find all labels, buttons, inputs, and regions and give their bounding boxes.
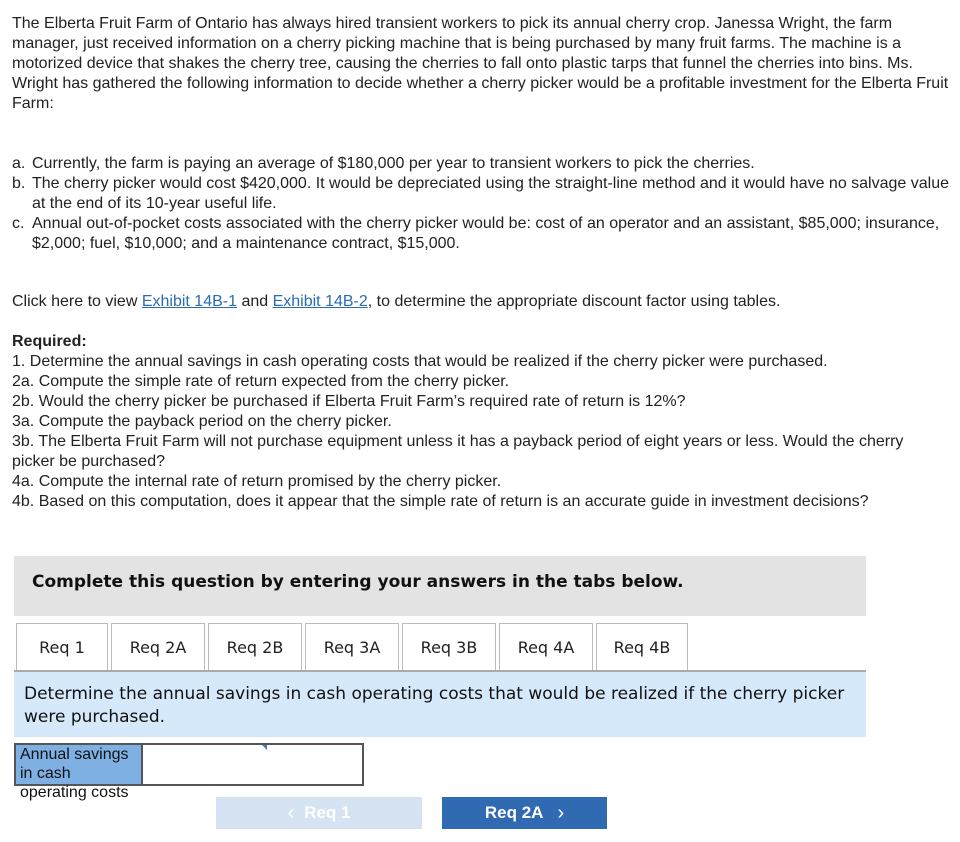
next-req-button[interactable] [442,797,607,829]
tab-req-4a[interactable]: Req 4A [499,623,593,671]
tab-req-2b[interactable]: Req 2B [208,623,302,671]
prev-req-label: Req 1 [304,803,351,822]
fact-letter: c. [12,215,25,232]
fact-text: The cherry picker would cost $420,000. It would be depreciated using the straight-line method and it would have no salvage value at the end of its 10-year useful life. [32,175,949,212]
fact-item [12,154,952,174]
next-req-label: Req 2A [484,803,544,822]
required-item: 3a. Compute the payback period on the cherry picker. [12,413,392,430]
required-item: 1. Determine the annual savings in cash operating costs that would be realized if the cherry picker were purchased. [12,353,828,370]
chevron-right-icon: › [557,801,565,824]
required-item: 2a. Compute the simple rate of return expected from the cherry picker. [12,373,510,390]
exhibit-14b-2-link[interactable]: Exhibit 14B-2 [272,293,368,310]
instructions-banner [14,556,866,616]
fact-letter: b. [12,175,26,192]
tab-req-3b[interactable]: Req 3B [402,623,496,671]
fact-item [12,174,952,214]
exhibit-suffix: , to determine the appropriate discount factor using tables. [367,293,781,310]
required-heading: Required: [12,333,87,350]
tab-req-3a[interactable]: Req 3A [305,623,399,671]
fact-text: Annual out-of-pocket costs associated with the cherry picker would be: cost of an operator and an assistant, $85,000; insurance, $2,000; fuel, $10,000; and a maintenance contract, $15,000. [32,215,940,252]
tab-req-4b[interactable]: Req 4B [596,623,688,671]
fact-letter: a. [12,155,26,172]
annual-savings-input[interactable] [143,745,362,784]
facts-list [12,154,952,254]
chevron-left-icon: ‹ [287,801,295,824]
required-section [12,332,950,512]
tab-req-1[interactable]: Req 1 [16,623,108,671]
tab-panel-instruction: Determine the annual savings in cash operating costs that would be realized if the cherry picker were purchased. [14,672,866,737]
fact-text: Currently, the farm is paying an average of $180,000 per year to transient workers to pick the cherries. [32,155,755,172]
required-item: 4a. Compute the internal rate of return promised by the cherry picker. [12,473,502,490]
cell-corner-marker [262,745,267,750]
banner-text: Complete this question by entering your answers in the tabs below. [32,572,684,592]
annual-savings-label: Annual savings in cash operating costs [16,745,143,784]
exhibit-instruction [12,292,780,312]
required-item: 4b. Based on this computation, does it appear that the simple rate of return is an accurate guide in investment decisions? [12,493,869,510]
tab-req-2a[interactable]: Req 2A [111,623,205,671]
problem-intro: The Elberta Fruit Farm of Ontario has always hired transient workers to pick its annual cherry crop. Janessa Wright, the farm manager, just received information on a cherry picking machine that is being purchased by many fruit farms. The machine is a motorized device that shakes the cherry tree, causing the cherries to fall onto plastic tarps that funnel the cherries into bins. Ms. Wright has gathered the following information to decide whether a cherry picker would be a profitable investment for the Elberta Fruit Farm: [12,15,949,112]
requirement-tabs [16,623,691,671]
prev-req-button[interactable] [216,797,422,829]
required-item: 2b. Would the cherry picker be purchased if Elberta Fruit Farm’s required rate of return is 12%? [12,393,686,410]
required-item: 3b. The Elberta Fruit Farm will not purchase equipment unless it has a payback period of eight years or less. Would the cherry picker be purchased? [12,433,904,470]
answer-entry-row [14,743,364,801]
exhibit-middle: and [237,293,273,310]
exhibit-14b-1-link[interactable]: Exhibit 14B-1 [141,293,237,310]
fact-item [12,214,952,254]
exhibit-prefix: Click here to view [12,293,142,310]
